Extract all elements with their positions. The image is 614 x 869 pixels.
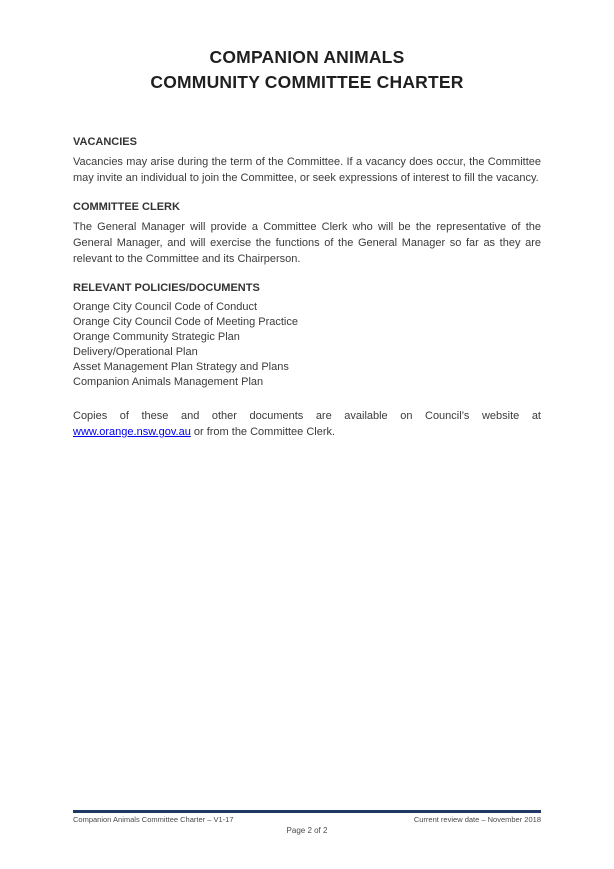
- policy-list: [73, 300, 541, 390]
- section-heading-relevant-policies: RELEVANT POLICIES/DOCUMENTS: [73, 282, 260, 294]
- section-heading-vacancies: VACANCIES: [73, 136, 137, 148]
- policy-list-item: Companion Animals Management Plan: [73, 376, 264, 388]
- copies-text-after-link: or from the Committee Clerk.: [190, 426, 336, 438]
- copies-text-before-link: Copies of these and other documents are available on Council’s website at: [73, 410, 541, 422]
- footer-rule: [73, 810, 541, 813]
- policy-list-item: Asset Management Plan Strategy and Plans: [73, 361, 289, 373]
- page-number: Page 2 of 2: [286, 826, 328, 835]
- section-heading-committee-clerk: COMMITTEE CLERK: [73, 201, 180, 213]
- policy-list-item: Orange City Council Code of Meeting Practice: [73, 316, 298, 328]
- footer-left-text: Companion Animals Committee Charter – V1-17: [73, 815, 234, 824]
- footer-right-text: Current review date – November 2018: [413, 815, 541, 824]
- copies-paragraph: [73, 408, 541, 440]
- page-title-line2: COMMUNITY COMMITTEE CHARTER: [150, 72, 464, 92]
- policy-list-item: Orange Community Strategic Plan: [73, 331, 240, 343]
- policy-list-item: Orange City Council Code of Conduct: [73, 301, 258, 313]
- policy-list-item: Delivery/Operational Plan: [73, 346, 198, 358]
- website-link[interactable]: www.orange.nsw.gov.au: [73, 426, 191, 438]
- page-title: [73, 45, 541, 95]
- page-title-line1: COMPANION ANIMALS: [209, 47, 405, 67]
- committee-clerk-paragraph: The General Manager will provide a Committee Clerk who will be the representative of the General Manager, and will exercise the functions of the General Manager so far as they are relevant to the Committee and its Chairperson.: [73, 221, 541, 265]
- vacancies-paragraph: Vacancies may arise during the term of the Committee. If a vacancy does occur, the Committee may invite an individual to join the Committee, or seek expressions of interest to fill the vacancy.: [73, 156, 541, 184]
- footer: [73, 815, 541, 825]
